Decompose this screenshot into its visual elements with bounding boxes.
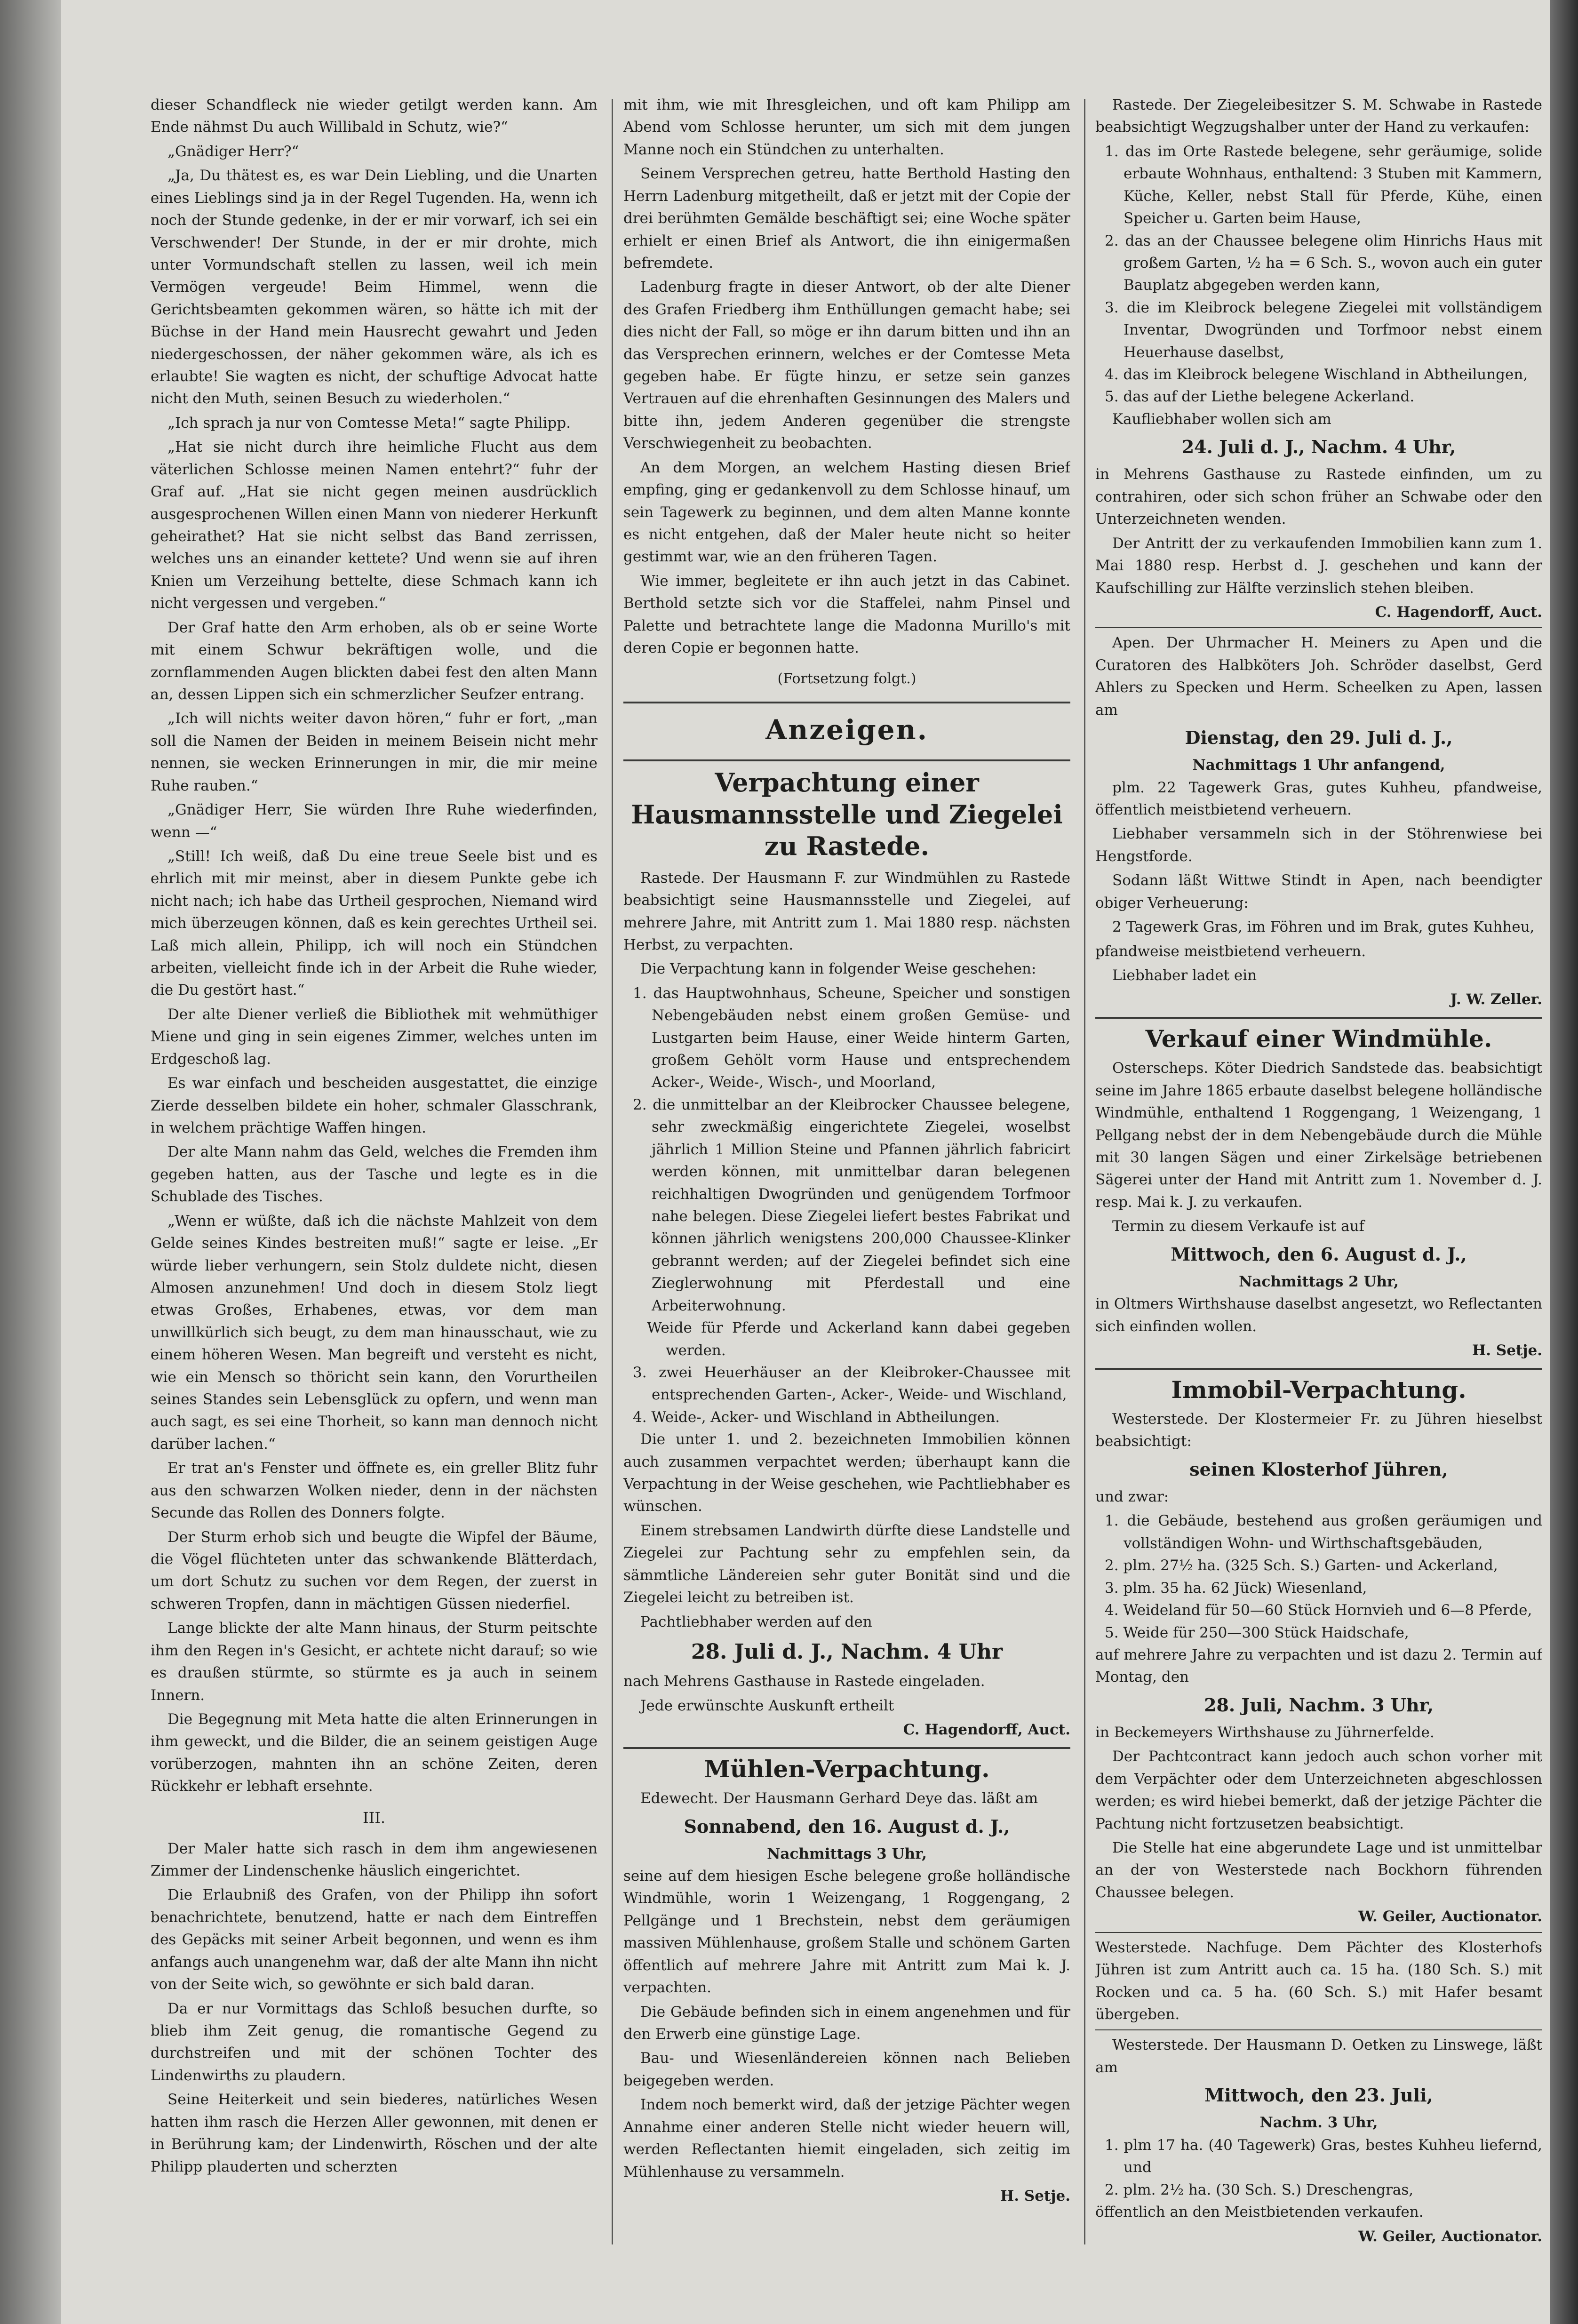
ad-list-item: 3. plm. 35 ha. 62 Jück) Wiesenland,	[1105, 1579, 1367, 1597]
ad-list-item: 5. das auf der Liethe belegene Ackerland.	[1105, 388, 1415, 406]
ad-date: Mittwoch, den 6. August d. J.,	[1171, 1243, 1467, 1265]
ad-subtitle: seinen Klosterhof Jühren,	[1189, 1458, 1448, 1480]
column-divider	[612, 99, 613, 2244]
newspaper-page	[61, 0, 1550, 2324]
ad-text: nach Mehrens Gasthause in Rastede eingeladen.	[623, 1673, 985, 1690]
ad-text: Rastede. Der Ziegeleibesitzer S. M. Schwabe in Rastede beabsichtigt Wegzugshalber unter der Hand zu verkaufen:	[1095, 96, 1542, 136]
story-paragraph: Die Begegnung mit Meta hatte die alten Erinnerungen in ihm geweckt, und die Bilder, die an seinem geistigen Auge vorüberzogen, mahnten ihn an schöne Zeiten, deren Rückkehr er lebhaft ersehnte.	[151, 1710, 598, 1795]
ad-list-item: Weide für Pferde und Ackerland kann dabei gegeben werden.	[647, 1319, 1070, 1359]
ad-title: Verpachtung einer Hausmannsstelle und Ziegelei zu Rastede.	[631, 767, 1063, 862]
ad-time: Nachmittags 1 Uhr anfangend,	[1192, 757, 1445, 774]
ad-text: Die Gebäude befinden sich in einem angenehmen und für den Erwerb eine günstige Lage.	[623, 2003, 1070, 2043]
ad-list-item: 2. plm. 27½ ha. (325 Sch. S.) Garten- und Ackerland,	[1105, 1557, 1498, 1574]
ad-date: 28. Juli d. J., Nachm. 4 Uhr	[691, 1640, 1003, 1664]
ad-date: 28. Juli, Nachm. 3 Uhr,	[1204, 1694, 1434, 1716]
ad-signature: W. Geiler, Auctionator.	[1358, 2228, 1542, 2245]
ad-text: Der Pachtcontract kann jedoch auch schon vorher mit dem Verpächter oder dem Unterzeichneten abgeschlossen werden; es wird hiebei bemerkt, daß der jetzige Pächter die Pachtung nicht fortzusetzen beabsichtigt.	[1095, 1748, 1542, 1832]
ad-list-item: 1. das Hauptwohnhaus, Scheune, Speicher und sonstigen Nebengebäuden nebst einem großen Gemüse- und Lustgarten beim Hause, einer Weide hinterm Garten, großem Gehölt vorm Hause und entsprechendem Acker-, Weide-, Wisch-, und Moorland,	[633, 984, 1070, 1091]
ad-text: Indem noch bemerkt wird, daß der jetzige Pächter wegen Annahme einer anderen Stelle nicht wieder heuern will, werden Reflectanten hiemit eingeladen, sich zeitig im Mühlenhause zu versammeln.	[623, 2096, 1070, 2180]
column-3	[1095, 94, 1542, 2259]
story-paragraph: An dem Morgen, an welchem Hasting diesen Brief empfing, ging er gedankenvoll zu dem Schlosse hinauf, um sein Tagewerk zu beginnen, und dem alten Manne konnte es nicht entgehen, daß der Maler heute nicht so heiter gestimmt war, wie an den früheren Tagen.	[623, 459, 1070, 566]
ad-date: Mittwoch, den 23. Juli,	[1204, 2084, 1433, 2106]
story-paragraph: „Ja, Du thätest es, es war Dein Liebling, und die Unarten eines Lieblings sind ja in der Regel Tugenden. Ha, wenn ich noch der Stunde gedenke, in der er mir vorwarf, ich sei ein Verschwender! Der Stunde, in der er mir drohte, mich unter Vormundschaft stellen zu lassen, weil ich mein Vermögen vergeude! Beim Himmel, wenn die Gerichtsbeamten gekommen wären, so hätte ich mit der Büchse in der Hand mein Hausrecht gewahrt und Jeden niedergeschossen, der näher gekommen wäre, als ich es erlaubte! Sie wagten es nicht, der schuftige Advocat hatte nicht den Muth, seinen Besuch zu wiederholen.“	[151, 167, 598, 407]
ad-title: Immobil-Verpachtung.	[1171, 1375, 1466, 1404]
ad-signature: C. Hagendorff, Auct.	[903, 1721, 1070, 1739]
section-rule	[623, 702, 1070, 703]
ad-text: Die Stelle hat eine abgerundete Lage und ist unmittelbar an der von Westerstede nach Bockhorn führenden Chaussee belegen.	[1095, 1839, 1542, 1901]
ad-text: Einem strebsamen Landwirth dürfte diese Landstelle und Ziegelei zur Pachtung sehr zu empfehlen sein, da sämmtliche Ländereien sehr guter Bonität sind und die Ziegelei leicht zu betreiben ist.	[623, 1522, 1070, 1606]
story-paragraph: Ladenburg fragte in dieser Antwort, ob der alte Diener des Grafen Friedberg ihm Enthüllungen gemacht habe; sei dies nicht der Fall, so möge er ihn darum bitten und ihn an das Versprechen erinnern, welches er der Comtesse Meta gegeben habe. Er fügte hinzu, er setze sein ganzes Vertrauen auf die ehrenhaften Gesinnungen des Malers und bitte ihn, jedem Anderen gegenüber die strengste Verschwiegenheit zu beobachten.	[623, 279, 1070, 452]
ad-list-item: 2. die unmittelbar an der Kleibrocker Chaussee belegene, sehr zweckmäßig eingerichtete Ziegelei, woselbst jährlich 1 Million Steine und Pfannen jährlich fabricirt werden können, mit unmittelbar daran belegenen reichhaltigen Dwogründen und genügendem Torfmoor nahe belegen. Diese Ziegelei liefert bestes Fabrikat und können jährlich wenigstens 200,000 Chaussee-Klinker gebrannt werden; auf der Ziegelei befindet sich eine Zieglerwohnung mit Pferdestall und eine Arbeiterwohnung.	[633, 1096, 1070, 1314]
section-rule	[623, 759, 1070, 761]
ad-text: 2 Tagewerk Gras, im Föhren und im Brak, gutes Kuhheu,	[1112, 918, 1535, 936]
story-paragraph: Der alte Mann nahm das Geld, welches die Fremden ihm gegeben hatten, aus der Tasche und legte es in die Schublade des Tisches.	[151, 1143, 598, 1206]
story-paragraph: Seinem Versprechen getreu, hatte Berthold Hasting den Herrn Ladenburg mitgetheilt, daß er jetzt mit der Copie der drei berühmten Gemälde beschäftigt sei; eine Woche später erhielt er einen Brief als Antwort, die ihn einigermaßen befremdete.	[623, 165, 1070, 272]
story-paragraph: Seine Heiterkeit und sein biederes, natürliches Wesen hatten ihm rasch die Herzen Aller gewonnen, mit denen er in Berührung kam; der Lindenwirth, Röschen und der alte Philipp plauderten und scherzten	[151, 2091, 598, 2175]
ad-text: Termin zu diesem Verkaufe ist auf	[1112, 1218, 1364, 1235]
ad-time: Nachmittags 2 Uhr,	[1239, 1273, 1399, 1290]
ad-time: Nachmittags 3 Uhr,	[767, 1845, 927, 1862]
ad-text: auf mehrere Jahre zu verpachten und ist dazu 2. Termin auf Montag, den	[1095, 1646, 1542, 1686]
chapter-number: III.	[362, 1808, 386, 1827]
ad-rule	[1095, 627, 1542, 628]
ad-signature: C. Hagendorff, Auct.	[1375, 603, 1542, 621]
story-paragraph: Da er nur Vormittags das Schloß besuchen durfte, so blieb ihm Zeit genug, die romantische Gegend zu durchstreifen und mit der schönen Tochter des Lindenwirths zu plaudern.	[151, 2000, 598, 2084]
story-paragraph: Wie immer, begleitete er ihn auch jetzt in das Cabinet. Berthold setzte sich vor die Staffelei, nahm Pinsel und Palette und betrachtete lange die Madonna Murillo's mit deren Copie er begonnen hatte.	[623, 572, 1070, 657]
ad-text: in Beckemeyers Wirthshause zu Jührnerfelde.	[1095, 1724, 1435, 1741]
story-paragraph: Die Erlaubniß des Grafen, von der Philipp ihn sofort benachrichtete, benutzend, hatte er nach dem Eintreffen des Gepäcks mit seiner Arbeit begonnen, und wenn es ihm anfangs auch unangenehm war, daß der alte Mann ihn nicht von der Seite wich, so gewöhnte er sich bald daran.	[151, 1886, 598, 1993]
advertisements-heading: Anzeigen.	[765, 714, 928, 746]
ad-text: Westerstede. Nachfuge. Dem Pächter des Klosterhofs Jühren ist zum Antritt auch ca. 15 ha. (180 Sch. S.) mit Rocken und ca. 5 ha. (60 Sch. S.) mit Hafer besamt übergeben.	[1095, 1939, 1542, 2023]
story-paragraph: „Gnädiger Herr, Sie würden Ihre Ruhe wiederfinden, wenn —“	[151, 801, 598, 841]
story-paragraph: „Ich sprach ja nur von Comtesse Meta!“ sagte Philipp.	[167, 414, 571, 431]
section-rule	[1095, 1368, 1542, 1370]
section-rule	[623, 1747, 1070, 1749]
ad-text: Rastede. Der Hausmann F. zur Windmühlen zu Rastede beabsichtigt seine Hausmannsstelle und Ziegelei, auf mehrere Jahre, mit Antritt zum 1. Mai 1880 resp. nächsten Herbst, zu verpachten.	[623, 869, 1070, 953]
story-paragraph: Der alte Diener verließ die Bibliothek mit wehmüthiger Miene und ging in sein eigenes Zimmer, welches unten im Erdgeschoß lag.	[151, 1006, 598, 1068]
ad-text: Westerstede. Der Hausmann D. Oetken zu Linswege, läßt am	[1095, 2036, 1542, 2076]
ad-text: Liebhaber ladet ein	[1112, 967, 1257, 984]
ad-signature: W. Geiler, Auctionator.	[1358, 1908, 1542, 1925]
ad-text: Edewecht. Der Hausmann Gerhard Deye das. läßt am	[640, 1790, 1038, 1807]
ad-text: öffentlich an den Meistbietenden verkaufen.	[1095, 2204, 1424, 2221]
ad-list-item: 4. Weideland für 50—60 Stück Hornvieh und 6—8 Pferde,	[1105, 1602, 1532, 1619]
scan-shadow-right	[1550, 0, 1578, 2324]
story-paragraph: dieser Schandfleck nie wieder getilgt werden kann. Am Ende nähmst Du auch Willibald in Schutz, wie?“	[151, 96, 598, 136]
ad-text: Jede erwünschte Auskunft ertheilt	[640, 1697, 894, 1714]
ad-text: Bau- und Wiesenländereien können nach Belieben beigegeben werden.	[623, 2050, 1070, 2089]
ad-text: Pachtliebhaber werden auf den	[640, 1613, 872, 1630]
ad-time: Nachm. 3 Uhr,	[1259, 2114, 1378, 2132]
ad-signature: H. Setje.	[1000, 2187, 1070, 2204]
ad-list-item: 1. plm 17 ha. (40 Tagewerk) Gras, bestes Kuhheu liefernd, und	[1105, 2136, 1542, 2176]
ad-date: Sonnabend, den 16. August d. J.,	[684, 1815, 1010, 1837]
ad-text: Der Antritt der zu verkaufenden Immobilien kann zum 1. Mai 1880 resp. Herbst d. J. geschehen und kann der Kaufschilling zur Hälfte verzinslich stehen bleiben.	[1095, 535, 1542, 597]
ad-date: Dienstag, den 29. Juli d. J.,	[1185, 727, 1453, 749]
ad-list-item: 2. das an der Chaussee belegene olim Hinrichs Haus mit großem Garten, ½ ha = 6 Sch. S., wovon auch ein guter Bauplatz abgegeben werden kann,	[1105, 232, 1542, 294]
story-paragraph: Lange blickte der alte Mann hinaus, der Sturm peitschte ihm den Regen in's Gesicht, er achtete nicht darauf; so wie es draußen stürmte, so stürmte es ja auch in seinem Innern.	[151, 1620, 598, 1704]
ad-list-item: 3. die im Kleibrock belegene Ziegelei mit vollständigem Inventar, Dwogründen und Torfmoor nebst einem Heuerhause daselbst,	[1105, 299, 1542, 361]
story-paragraph: „Wenn er wüßte, daß ich die nächste Mahlzeit von dem Gelde seines Kindes bestreiten muß!“ sagte er leise. „Er würde lieber verhungern, sein Stolz duldete nicht, diesen Almosen anzunehmen! Und doch in diesem Stolz liegt etwas Großes, Erhabenes, etwas, vor dem man unwillkürlich sich beugt, zu dem man hinausschaut, wie zu einem höheren Wesen. Man begreift und versteht es nicht, wie ein Mensch so thöricht sein kann, den Vorurtheilen seines Standes sein Lebensglück zu opfern, und wenn man auch sagt, es sei eine Thorheit, so kann man dennoch nicht darüber lachen.“	[151, 1212, 598, 1453]
ad-list-item: 3. zwei Heuerhäuser an der Kleibroker-Chaussee mit entsprechenden Garten-, Acker-, Weide- und Wischland,	[633, 1364, 1070, 1404]
ad-text: Liebhaber versammeln sich in der Stöhrenwiese bei Hengstforde.	[1095, 825, 1542, 865]
ad-text: plm. 22 Tagewerk Gras, gutes Kuhheu, pfandweise, öffentlich meistbietend verheuern.	[1095, 779, 1542, 819]
story-paragraph: Der Maler hatte sich rasch in dem ihm angewiesenen Zimmer der Lindenschenke häuslich eingerichtet.	[151, 1840, 598, 1880]
ad-list-item: 2. plm. 2½ ha. (30 Sch. S.) Dreschengras,	[1105, 2181, 1414, 2198]
scan-shadow-left	[0, 0, 61, 2324]
story-paragraph: Der Sturm erhob sich und beugte die Wipfel der Bäume, die Vögel flüchteten unter das schwankende Blätterdach, um dort Schutz zu suchen vor dem Regen, der zuerst in schweren Tropfen, dann in mächtigen Güssen niederfiel.	[151, 1528, 598, 1613]
ad-signature: H. Setje.	[1472, 1342, 1542, 1359]
story-paragraph: „Still! Ich weiß, daß Du eine treue Seele bist und es ehrlich mit mir meinst, aber in diesem Punkte gebe ich nicht nach; ich habe das Urtheil gesprochen, Niemand wird mich überzeugen können, daß es kein gerechtes Urtheil sei. Laß mich allein, Philipp, ich will noch ein Stündchen arbeiten, vielleicht finde ich in der Arbeit die Ruhe wieder, die Du gestört hast.“	[151, 847, 598, 999]
ad-list-item: 1. die Gebäude, bestehend aus großen geräumigen und vollständigen Wohn- und Wirthschaftsgebäuden,	[1105, 1512, 1542, 1552]
ad-text: in Mehrens Gasthause zu Rastede einfinden, um zu contrahiren, oder sich schon früher an Schwabe oder den Unterzeichneten wenden.	[1095, 466, 1542, 528]
ad-text: Osterscheps. Köter Diedrich Sandstede das. beabsichtigt seine im Jahre 1865 erbaute daselbst belegene holländische Windmühle, enthaltend 1 Roggengang, 1 Weizengang, 1 Pellgang nebst der in dem Nebengebäude durch die Mühle mit 30 langen Sägen und einer Zirkelsäge betriebenen Sägerei unter der Hand mit Antritt zum 1. November d. J. resp. Mai k. J. zu verkaufen.	[1095, 1060, 1542, 1211]
continuation-note: (Fortsetzung folgt.)	[777, 670, 917, 687]
column-divider	[1084, 99, 1085, 2244]
story-paragraph: Es war einfach und bescheiden ausgestattet, die einzige Zierde desselben bildete ein hoher, schmaler Glasschrank, in welchem prächtige Waffen hingen.	[151, 1075, 598, 1136]
story-paragraph: Der Graf hatte den Arm erhoben, als ob er seine Worte mit einem Schwur bekräftigen wolle, und die zornflammenden Augen blickten dabei fest den alten Mann an, dessen Lippen sich ein schmerzlicher Seufzer entrang.	[151, 619, 598, 703]
story-paragraph: „Hat sie nicht durch ihre heimliche Flucht aus dem väterlichen Schlosse meinen Namen entehrt?“ fuhr der Graf auf. „Hat sie nicht gegen meinen ausdrücklich ausgesprochenen Willen einen Mann von niederer Herkunft geheirathet? Hat sie nicht selbst das Band zerrissen, welches uns an einander kettete? Und wenn sie auf ihren Knien um Verzeihung bettelte, diese Schmach kann ich nicht vergessen und vergeben.“	[151, 439, 598, 612]
ad-text: seine auf dem hiesigen Esche belegene große holländische Windmühle, worin 1 Weizengang, 1 Roggengang, 2 Pellgänge und 1 Brechstein, nebst dem geräumigen massiven Mühlenhause, großem Stalle und schönem Garten öffentlich auf mehrere Jahre mit Antritt zum Mai k. J. verpachten.	[623, 1868, 1070, 1997]
ad-list-item: 4. Weide-, Acker- und Wischland in Abtheilungen.	[633, 1408, 1000, 1426]
story-paragraph: „Ich will nichts weiter davon hören,“ fuhr er fort, „man soll die Namen der Beiden in meinem Beisein nicht mehr nennen, sie wecken Erinnerungen in mir, die mir meine Ruhe rauben.“	[151, 710, 598, 794]
ad-text: Apen. Der Uhrmacher H. Meiners zu Apen und die Curatoren des Halbköters Joh. Schröder daselbst, Gerd Ahlers zu Specken und Herm. Scheelken zu Apen, lassen am	[1095, 634, 1542, 719]
ad-text: Kaufliebhaber wollen sich am	[1112, 410, 1331, 428]
ad-text: Westerstede. Der Klostermeier Fr. zu Jühren hieselbst beabsichtigt:	[1095, 1411, 1542, 1450]
column-2	[623, 94, 1070, 2259]
ad-signature: J. W. Zeller.	[1450, 991, 1542, 1008]
ad-list-item: 5. Weide für 250—300 Stück Haidschafe,	[1105, 1624, 1409, 1641]
ad-text: Die Verpachtung kann in folgender Weise geschehen:	[640, 960, 1036, 978]
ad-text: Sodann läßt Wittwe Stindt in Apen, nach beendigter obiger Verheuerung:	[1095, 872, 1542, 911]
ad-title: Mühlen-Verpachtung.	[704, 1755, 990, 1783]
ad-rule	[1095, 1932, 1542, 1933]
ad-date: 24. Juli d. J., Nachm. 4 Uhr,	[1181, 436, 1456, 458]
ad-list-item: 1. das im Orte Rastede belegene, sehr geräumige, solide erbaute Wohnhaus, enthaltend: 3 Stuben mit Kammern, Küche, Keller, nebst Stall für Pferde, Kühe, einen Speicher u. Garten beim Hause,	[1105, 143, 1542, 227]
ad-text: in Oltmers Wirthshause daselbst angesetzt, wo Reflectanten sich einfinden wollen.	[1095, 1295, 1542, 1335]
ad-text: und zwar:	[1095, 1488, 1169, 1506]
ad-rule	[1095, 2029, 1542, 2030]
ad-list-item: 4. das im Kleibrock belegene Wischland in Abtheilungen,	[1105, 366, 1528, 383]
column-1	[151, 94, 598, 2259]
story-paragraph: mit ihm, wie mit Ihresgleichen, und oft kam Philipp am Abend vom Schlosse herunter, um sich mit dem jungen Manne noch ein Stündchen zu unterhalten.	[623, 96, 1070, 158]
ad-text: Die unter 1. und 2. bezeichneten Immobilien können auch zusammen verpachtet werden; überhaupt kann die Verpachtung in der Weise geschehen, wie Pachtliebhaber es wünschen.	[623, 1431, 1070, 1515]
story-paragraph: „Gnädiger Herr?“	[167, 143, 299, 160]
story-paragraph: Er trat an's Fenster und öffnete es, ein greller Blitz fuhr aus den schwarzen Wolken nieder, denn in der nächsten Secunde das Rollen des Donners folgte.	[151, 1460, 598, 1522]
ad-title: Verkauf einer Windmühle.	[1145, 1024, 1492, 1053]
ad-text: pfandweise meistbietend verheuern.	[1095, 942, 1366, 960]
section-rule	[1095, 1017, 1542, 1019]
